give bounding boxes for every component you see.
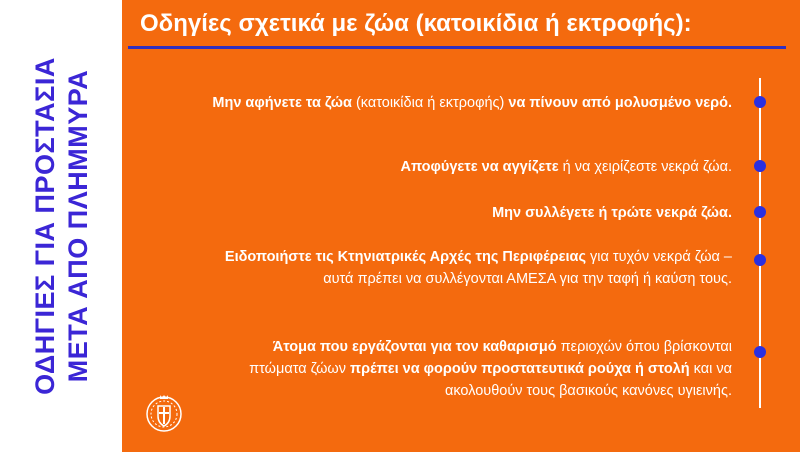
instruction-bold: Άτομα που εργάζονται για τον καθαρισμό <box>272 339 557 355</box>
side-banner-line-2: ΜΕΤΑ ΑΠΟ ΠΛΗΜΜΥΡΑ <box>63 69 93 383</box>
instruction-item-2 <box>212 156 732 178</box>
instruction-text: (κατοικίδια ή εκτροφής) <box>351 95 509 111</box>
timeline-dot <box>754 346 766 358</box>
instruction-item-4 <box>212 246 732 290</box>
instruction-item-3 <box>212 202 732 224</box>
instruction-bold: Αποφύγετε να αγγίζετε <box>400 159 559 175</box>
instruction-item-1 <box>212 92 732 114</box>
timeline-dot <box>754 254 766 266</box>
content-panel <box>122 0 800 452</box>
instruction-text: και να ακολουθούν τους βασικούς κανόνες υγιεινής. <box>444 361 732 399</box>
page-title: Οδηγίες σχετικά με ζώα (κατοικίδια ή εκτροφής): <box>140 10 692 37</box>
greek-coat-of-arms-icon <box>144 392 184 436</box>
title-underline <box>128 46 786 49</box>
instruction-bold: Μην αφήνετε τα ζώα <box>212 95 352 111</box>
instruction-bold: πρέπει να φορούν προστατευτικά ρούχα ή στολή <box>350 361 690 377</box>
timeline-rail <box>759 78 761 408</box>
side-banner <box>0 0 120 452</box>
instruction-bold: Μην συλλέγετε ή τρώτε νεκρά ζώα. <box>492 205 732 221</box>
instruction-text: περιοχών όπου βρίσκονται πτώματα ζώων <box>249 339 732 377</box>
timeline-dot <box>754 160 766 172</box>
instruction-item-5 <box>212 336 732 402</box>
side-banner-text <box>29 57 95 395</box>
timeline-dot <box>754 206 766 218</box>
side-banner-line-1: ΟΔΗΓΙΕΣ ΓΙΑ ΠΡΟΣΤΑΣΙΑ <box>30 57 60 395</box>
instruction-bold: Ειδοποιήστε τις Κτηνιατρικές Αρχές της Περιφέρειας <box>224 249 587 265</box>
instruction-bold: να πίνουν από μολυσμένο νερό. <box>508 95 732 111</box>
instruction-text: για τυχόν νεκρά ζώα – αυτά πρέπει να συλλέγονται ΑΜΕΣΑ για την ταφή ή καύση τους. <box>323 249 732 287</box>
timeline-dot <box>754 96 766 108</box>
instruction-text: ή να χειρίζεστε νεκρά ζώα. <box>558 159 732 175</box>
